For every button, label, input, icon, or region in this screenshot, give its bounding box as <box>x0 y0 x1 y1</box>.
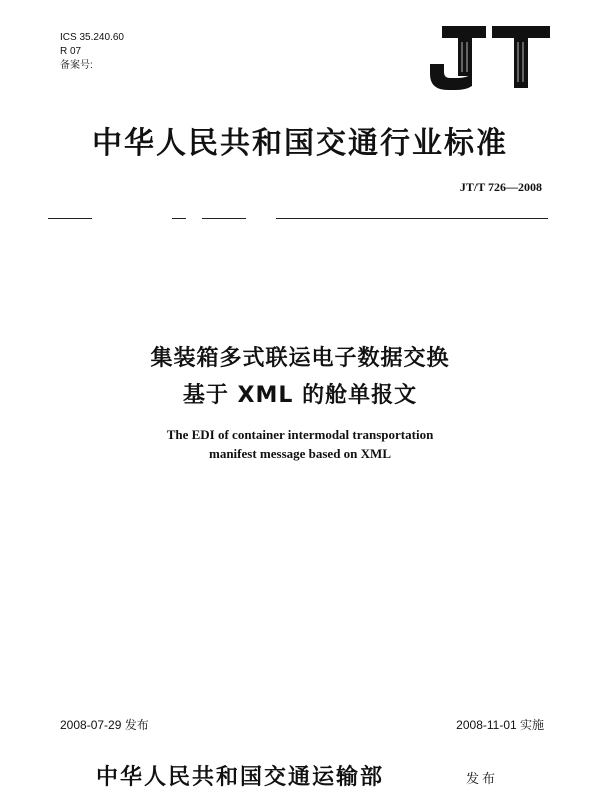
record-number-label: 备案号: <box>60 60 93 71</box>
standard-number: JT/T 726—2008 <box>459 180 542 194</box>
issue-label: 发布 <box>466 772 499 787</box>
rule-gap <box>92 214 172 222</box>
rule-gap <box>186 214 202 222</box>
chinese-title-line-2: 基于 XML 的舱单报文 <box>182 383 418 408</box>
english-title-line-2: manifest message based on XML <box>209 446 391 461</box>
chinese-title-line-1: 集装箱多式联运电子数据交换 <box>150 346 450 371</box>
standard-type-title: 中华人民共和国交通行业标准 <box>92 126 508 161</box>
classification-block <box>60 31 124 73</box>
jt-logo <box>428 24 552 90</box>
english-title-line-1: The EDI of container intermodal transportation <box>166 427 434 442</box>
category-code: R 07 <box>60 46 82 57</box>
publish-date: 2008-07-29 发布 <box>60 718 149 732</box>
issuing-authority: 中华人民共和国交通运输部 <box>96 765 385 790</box>
rule-gap <box>246 214 276 222</box>
implement-date: 2008-11-01 实施 <box>456 718 544 732</box>
ics-code: ICS 35.240.60 <box>60 32 124 43</box>
